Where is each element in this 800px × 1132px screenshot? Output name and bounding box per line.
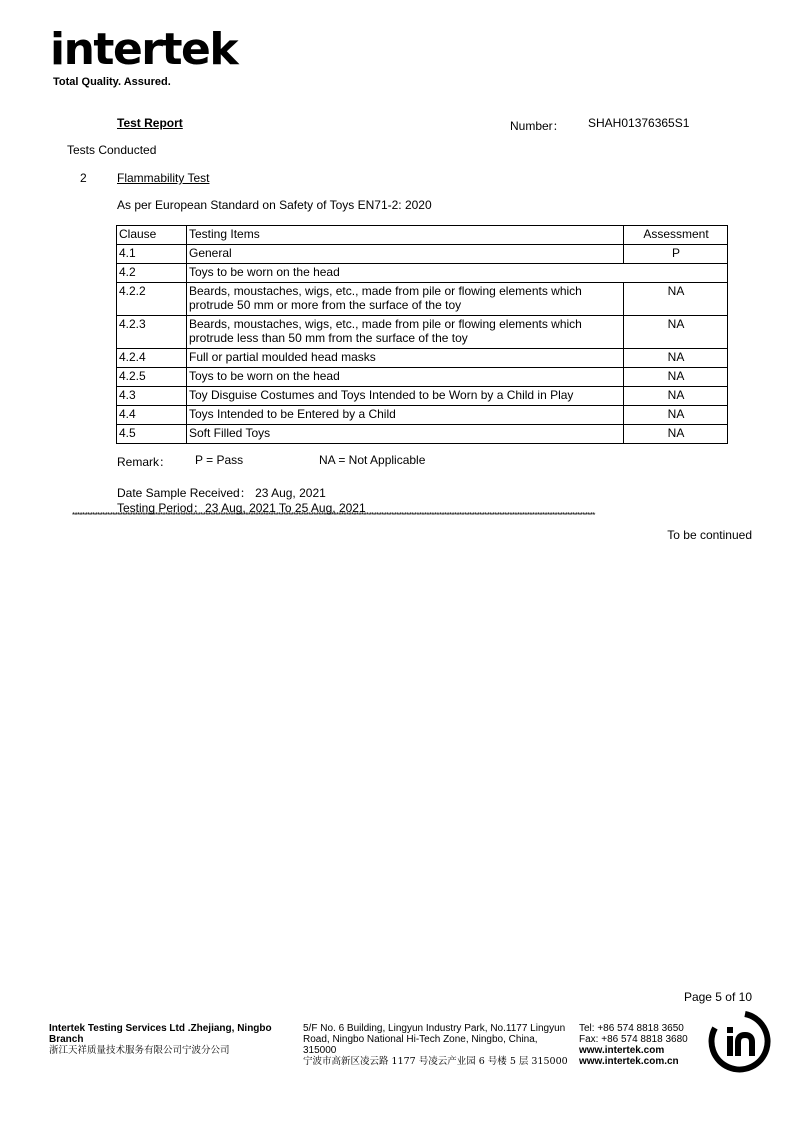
item-cell: Beards, moustaches, wigs, etc., made from pile or flowing elements which protrude 50 mm or more from the surface of the toy bbox=[187, 283, 624, 316]
assessment-cell: P bbox=[624, 245, 728, 264]
report-title: Test Report bbox=[117, 116, 183, 130]
table-row bbox=[117, 368, 728, 387]
page-number: Page 5 of 10 bbox=[683, 990, 752, 1004]
company-name-cn: 浙江天祥质量技术服务有限公司宁波分公司 bbox=[49, 1045, 230, 1056]
item-cell: Toy Disguise Costumes and Toys Intended to be Worn by a Child in Play bbox=[187, 387, 624, 406]
footer-address bbox=[303, 1023, 573, 1067]
table-row bbox=[117, 283, 728, 316]
standard-reference: As per European Standard on Safety of Toys EN71-2: 2020 bbox=[117, 198, 432, 212]
item-cell: Toys to be worn on the head bbox=[187, 368, 624, 387]
assessment-cell: NA bbox=[624, 387, 728, 406]
fax: Fax: +86 574 8818 3680 bbox=[579, 1034, 688, 1045]
table-row bbox=[117, 264, 728, 283]
section-heading: Tests Conducted bbox=[67, 143, 157, 157]
remark-label: Remark： bbox=[117, 455, 172, 469]
item-cell: Soft Filled Toys bbox=[187, 425, 624, 444]
testing-period: Testing Period：23 Aug, 2021 To 25 Aug, 2021 bbox=[117, 501, 366, 515]
clause-cell: 4.5 bbox=[117, 425, 187, 444]
intertek-logo: intertek bbox=[50, 24, 238, 75]
number-label: Number： bbox=[510, 119, 565, 133]
intertek-emblem-icon bbox=[705, 1008, 773, 1076]
item-cell: General bbox=[187, 245, 624, 264]
item-cell: Beards, moustaches, wigs, etc., made from pile or flowing elements which protrude less than 50 mm from the surface of the toy bbox=[187, 316, 624, 349]
continued-note: To be continued bbox=[667, 528, 752, 542]
table-row bbox=[117, 387, 728, 406]
remark-na: NA = Not Applicable bbox=[319, 453, 426, 467]
clause-cell: 4.1 bbox=[117, 245, 187, 264]
clause-cell: 4.2.4 bbox=[117, 349, 187, 368]
date-received: Date Sample Received： 23 Aug, 2021 bbox=[117, 486, 326, 500]
assessment-cell: NA bbox=[624, 368, 728, 387]
clause-cell: 4.2.5 bbox=[117, 368, 187, 387]
assessment-cell: NA bbox=[624, 316, 728, 349]
footer-company bbox=[49, 1023, 299, 1056]
assessment-header: Assessment bbox=[624, 226, 728, 245]
address-en: 5/F No. 6 Building, Lingyun Industry Park, No.1177 Lingyun Road, Ningbo National Hi-Tech Zone, Ningbo, China, 315000 bbox=[303, 1023, 566, 1056]
remark-pass: P = Pass bbox=[195, 453, 244, 467]
clause-cell: 4.2 bbox=[117, 264, 187, 283]
item-cell: Full or partial moulded head masks bbox=[187, 349, 624, 368]
assessment-cell: NA bbox=[624, 349, 728, 368]
clause-cell: 4.2.2 bbox=[117, 283, 187, 316]
assessment-cell: NA bbox=[624, 406, 728, 425]
address-cn: 宁波市高新区凌云路 1177 号凌云产业园 6 号楼 5 层 315000 bbox=[303, 1056, 568, 1067]
table-row bbox=[117, 349, 728, 368]
section-number: 2 bbox=[80, 171, 87, 185]
table-row bbox=[117, 316, 728, 349]
table-header-row bbox=[117, 226, 728, 245]
assessment-cell: NA bbox=[624, 283, 728, 316]
section-title: Flammability Test bbox=[117, 171, 210, 185]
tel: Tel: +86 574 8818 3650 bbox=[579, 1023, 684, 1034]
company-name-en: Intertek Testing Services Ltd .Zhejiang, Ningbo Branch bbox=[49, 1023, 272, 1045]
assessment-cell: NA bbox=[624, 425, 728, 444]
item-cell: Toys to be worn on the head bbox=[187, 264, 728, 283]
separator-line: **************************************************************************************************************************************************************************************************************** bbox=[72, 511, 595, 520]
test-results-table bbox=[116, 225, 728, 444]
clause-cell: 4.4 bbox=[117, 406, 187, 425]
footer-contact bbox=[579, 1023, 699, 1067]
website-com: www.intertek.com bbox=[579, 1045, 665, 1056]
logo-tagline: Total Quality. Assured. bbox=[53, 76, 171, 88]
table-row bbox=[117, 425, 728, 444]
report-number: SHAH01376365S1 bbox=[588, 116, 690, 130]
items-header: Testing Items bbox=[187, 226, 624, 245]
item-cell: Toys Intended to be Entered by a Child bbox=[187, 406, 624, 425]
table-row bbox=[117, 245, 728, 264]
table-row bbox=[117, 406, 728, 425]
clause-cell: 4.3 bbox=[117, 387, 187, 406]
clause-cell: 4.2.3 bbox=[117, 316, 187, 349]
clause-header: Clause bbox=[117, 226, 187, 245]
website-cn: www.intertek.com.cn bbox=[579, 1056, 679, 1067]
